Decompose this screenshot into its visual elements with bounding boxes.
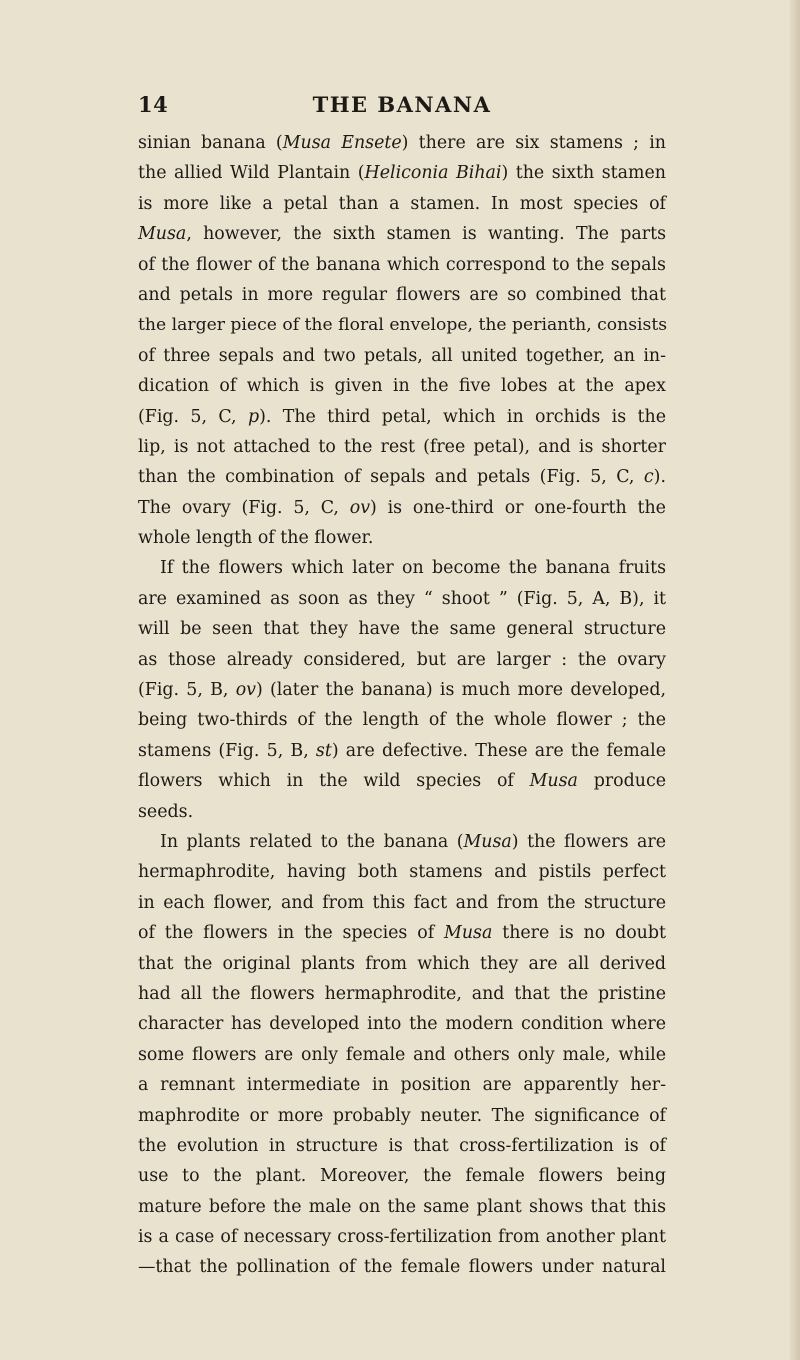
text-line <box>138 888 666 918</box>
text-segment: ) is one-third or one-fourth the <box>370 497 666 518</box>
text-line <box>138 1009 666 1039</box>
page-number: 14 <box>138 92 169 117</box>
text-line <box>138 645 666 675</box>
text-line <box>138 189 666 219</box>
text-segment: flowers which in the wild species of <box>138 771 530 792</box>
text-line <box>138 857 666 887</box>
italic-term: Musa <box>444 923 493 944</box>
text-line <box>138 310 666 340</box>
text-line <box>138 949 666 979</box>
text-segment: of the flower of the banana which correspond to the sepals <box>138 254 666 275</box>
text-segment: in each flower, and from this fact and from the structure <box>138 892 666 913</box>
text-segment: —that the pollination of the female flowers under natural <box>138 1257 666 1278</box>
text-line <box>138 614 666 644</box>
text-segment: seeds. <box>138 801 194 822</box>
text-segment: The ovary (Fig. 5, C, <box>138 497 350 518</box>
text-line <box>138 827 666 857</box>
text-line <box>138 493 666 523</box>
text-segment: lip, is not attached to the rest (free petal), and is shorter <box>138 436 666 457</box>
text-line <box>138 797 666 827</box>
text-segment: the evolution in structure is that cross-fertilization is of <box>138 1135 666 1156</box>
text-line <box>138 341 666 371</box>
text-segment: is more like a petal than a stamen. In most species of <box>138 193 666 214</box>
text-segment: that the original plants from which they are all derived <box>138 953 666 974</box>
italic-term: ov <box>235 680 256 701</box>
text-line <box>138 219 666 249</box>
running-head: THE BANANA <box>312 92 492 117</box>
italic-term: st <box>315 740 332 761</box>
text-line <box>138 402 666 432</box>
italic-term: Musa <box>138 224 187 245</box>
text-line <box>138 1040 666 1070</box>
italic-term: Musa <box>463 831 512 852</box>
text-line <box>138 128 666 158</box>
text-segment: ). <box>653 467 666 488</box>
text-segment: whole length of the flower. <box>138 528 374 549</box>
text-line <box>138 705 666 735</box>
text-segment: dication of which is given in the five lobes at the apex <box>138 376 666 397</box>
italic-term: p <box>247 406 260 427</box>
text-segment: ) (later the banana) is much more developed, <box>255 680 666 701</box>
text-segment: hermaphrodite, having both stamens and pistils perfect <box>138 862 666 883</box>
text-segment: , however, the sixth stamen is wanting. The parts <box>186 224 666 245</box>
text-segment: ) the sixth stamen <box>501 163 666 184</box>
italic-term: Musa <box>529 771 578 792</box>
text-segment: stamens (Fig. 5, B, <box>138 740 316 761</box>
text-line <box>138 553 666 583</box>
text-line <box>138 1070 666 1100</box>
text-segment: ) there are six stamens ; in <box>401 133 667 153</box>
text-segment: are examined as soon as they “ shoot ” (Fig. 5, A, B), it <box>138 588 666 609</box>
body-text <box>138 128 666 1283</box>
text-segment: ) the flowers are <box>511 831 666 852</box>
text-segment: and petals in more regular flowers are so combined that <box>138 284 666 305</box>
text-line <box>138 1252 666 1282</box>
text-line <box>138 158 666 188</box>
text-segment: the larger piece of the floral envelope, the perianth, consists <box>138 315 668 336</box>
text-line <box>138 462 666 492</box>
italic-term: Musa Ensete <box>282 133 402 153</box>
text-segment: In plants related to the banana ( <box>160 831 464 852</box>
text-segment: mature before the male on the same plant shows that this <box>138 1196 666 1217</box>
text-line <box>138 432 666 462</box>
text-line <box>138 1131 666 1161</box>
text-segment: ). The third petal, which in orchids is the <box>259 406 667 427</box>
text-segment: (Fig. 5, C, <box>138 406 248 427</box>
text-segment: (Fig. 5, B, <box>138 680 236 701</box>
text-segment: use to the plant. Moreover, the female flowers being <box>138 1166 666 1187</box>
text-line <box>138 1101 666 1131</box>
text-segment: as those already considered, but are larger : the ovary <box>138 649 666 670</box>
text-line <box>138 250 666 280</box>
page-edge <box>790 0 800 1360</box>
text-line <box>138 280 666 310</box>
text-segment: character has developed into the modern condition where <box>138 1014 666 1035</box>
text-segment: being two-thirds of the length of the whole flower ; the <box>138 710 666 731</box>
text-line <box>138 584 666 614</box>
text-line <box>138 736 666 766</box>
text-segment: a remnant intermediate in position are apparently her- <box>138 1075 666 1096</box>
italic-term: ov <box>349 497 371 518</box>
text-line <box>138 675 666 705</box>
text-segment: sinian banana ( <box>138 133 283 153</box>
text-segment: some flowers are only female and others only male, while <box>138 1044 666 1065</box>
text-line <box>138 1222 666 1252</box>
text-segment: maphrodite or more probably neuter. The significance of <box>138 1105 666 1126</box>
text-line <box>138 918 666 948</box>
text-line <box>138 371 666 401</box>
italic-term: Heliconia Bihai <box>364 163 502 184</box>
text-segment: the allied Wild Plantain ( <box>138 163 365 184</box>
text-line <box>138 979 666 1009</box>
page-header <box>138 92 666 122</box>
text-line <box>138 766 666 796</box>
text-segment: If the flowers which later on become the banana fruits <box>160 558 666 579</box>
text-segment: had all the flowers hermaphrodite, and that the pristine <box>138 983 666 1004</box>
text-segment: of three sepals and two petals, all united together, an in- <box>138 345 666 366</box>
text-line <box>138 1161 666 1191</box>
text-segment: there is no doubt <box>492 923 666 944</box>
text-segment: is a case of necessary cross-fertilization from another plant <box>138 1227 666 1248</box>
italic-term: c <box>643 467 654 488</box>
text-line <box>138 1192 666 1222</box>
text-segment: of the flowers in the species of <box>138 923 445 944</box>
text-segment: ) are defective. These are the female <box>331 740 666 761</box>
text-segment: produce <box>577 771 666 792</box>
text-segment: than the combination of sepals and petals (Fig. 5, C, <box>138 467 644 488</box>
text-line <box>138 523 666 553</box>
text-segment: will be seen that they have the same general structure <box>138 619 666 640</box>
